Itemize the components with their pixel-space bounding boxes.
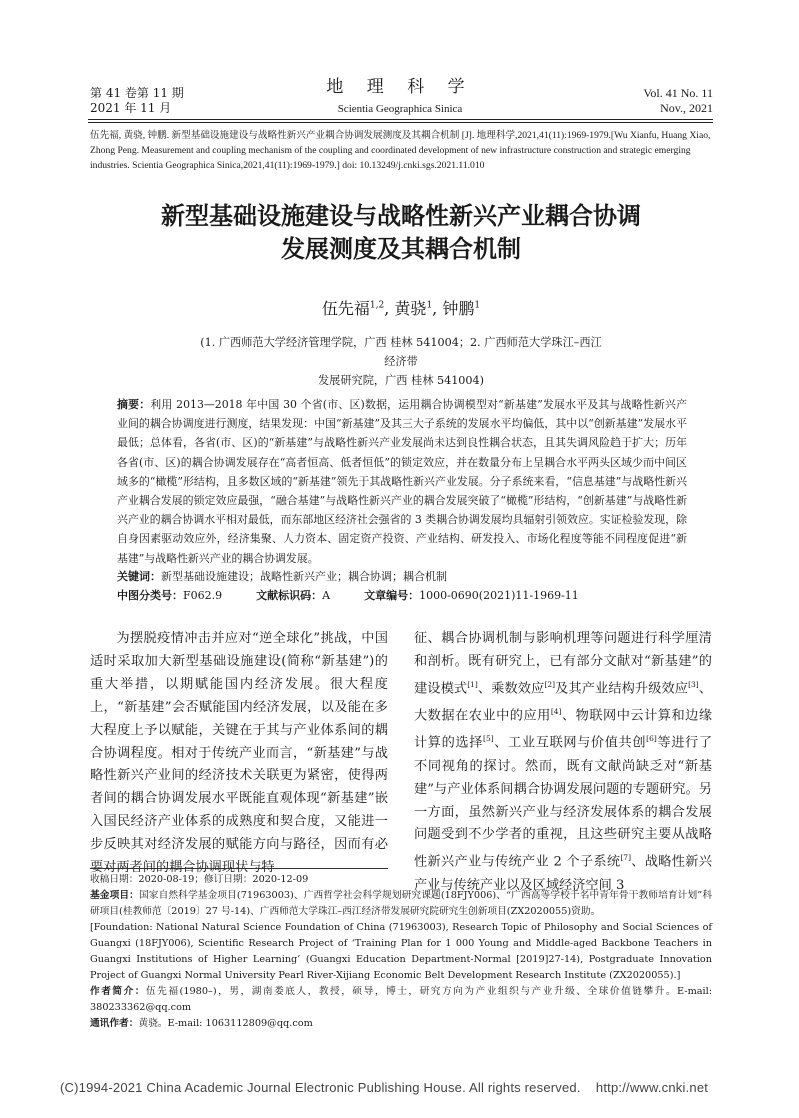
corresponding-label: 通讯作者：: [90, 1018, 139, 1029]
author-affil-sup: 1: [426, 300, 433, 311]
journal-name-en: Scientia Geographica Sinica: [337, 103, 463, 115]
keywords-text: 新型基础设施建设；战略性新兴产业；耦合协调；耦合机制: [161, 570, 447, 583]
reference-marker: [3]: [688, 679, 699, 689]
date-cn: 2021 年 11 月: [90, 101, 172, 115]
reference-marker: [2]: [544, 679, 556, 689]
header-rule-bottom: [88, 122, 713, 123]
article-number: 1000-0690(2021)11-1969-11: [419, 589, 579, 602]
citation-block: 伍先福, 黄骁, 钟鹏. 新型基础设施建设与战略性新兴产业耦合协调发展测度及其耦合机制 [J]. 地理科学,2021,41(11):1969-1979.[Wu Xianfu, Huang Xiao, Zhong Peng. Measurement and coupling mechanism of the coupling and coordinated development of new infrastructure construction and strategic emerging industries. Scientia Geographica Sinica,2021,41(11):1969-1979.] doi: 10.13249/j.cnki.sgs.2021.11.010: [90, 130, 711, 171]
body-column-right: [414, 628, 712, 898]
reference-marker: [6]: [646, 734, 657, 744]
journal-title: [300, 76, 500, 116]
author-name: 黄骁: [394, 299, 427, 318]
reference-marker: [7]: [620, 853, 631, 863]
funding-cn: 基金项目：国家自然科学基金项目(71963003)、广西哲学社会科学规划研究课题(18FJY006)、“广西高等学校千名中青年骨干教师培育计划”科研项目(桂教师范〔2019〕27 号-14)、广西师范大学珠江–西江经济带发展研究院研究生创新项目(ZX2020055)资助。: [90, 890, 713, 917]
header-rule-top: [88, 119, 713, 120]
author-list: 伍先福$^{1,2}$, 黄骁$^1$, 钟鹏$^1$: [321, 299, 481, 318]
author-affil-sup: 1: [474, 300, 481, 311]
reference-marker: [5]: [483, 734, 494, 744]
clc-label: 中图分类号：: [117, 589, 183, 602]
journal-name-cn: 地 理 科 学: [326, 77, 474, 97]
title-line-1: 新型基础设施建设与战略性新兴产业耦合协调: [161, 202, 641, 230]
paper-title: [90, 200, 712, 266]
keywords: [117, 568, 687, 586]
classification-line: [117, 587, 687, 605]
abstract: [117, 395, 687, 568]
volume-issue-cn: 第 41 卷第 11 期: [90, 86, 184, 100]
body-paragraph: 为摆脱疫情冲击并应对“逆全球化”挑战，中国适时采取加大新型基础设施建设(简称“新基建”)的重大举措，以期赋能国内经济发展。很大程度上，“新基建”会否赋能国内经济发展，以及能在多大程度上予以赋能，关键在于其与产业体系间的耦合协调程度。相对于传统产业而言，“新基建”与战略性新兴产业间的经济技术关联更为紧密，使得两者间的耦合协调发展水平既能直观体现“新基建”嵌入国民经济产业体系的成熟度和契合度，又能进一步反映其对经济发展的赋能方向与路径，因而有必要对两者间的耦合协调现状与特: [90, 631, 388, 876]
doc-code: A: [322, 589, 331, 602]
affiliation-line-1: (1. 广西师范大学经济管理学院，广西 桂林 541004；2. 广西师范大学珠江–西江经济带: [200, 336, 602, 368]
author-name: 钟鹏: [442, 299, 475, 318]
corresponding-author: 通讯作者：黄骁。E-mail: 1063112809@qq.com: [90, 1018, 313, 1029]
article-no-label: 文章编号：: [364, 589, 420, 602]
date-en: Nov., 2021: [660, 101, 713, 115]
funding-label: 基金项目：: [90, 890, 139, 901]
title-line-2: 发展测度及其耦合机制: [281, 235, 521, 263]
clc-number: F062.9: [183, 589, 223, 602]
volume-issue-en: Vol. 41 No. 11: [643, 86, 713, 100]
copyright-footer: (C)1994-2021 China Academic Journal Electronic Publishing House. All rights reserved. http://www.cnki.net: [60, 1080, 709, 1095]
doc-code-label: 文献标识码：: [256, 589, 323, 602]
abstract-label: 摘要：: [117, 398, 151, 411]
affiliation: [200, 333, 602, 390]
funding-en: [Foundation: National Natural Science Foundation of China (71963003), Research Topic of Philosophy and Social Sciences of Guangxi (18FJY006), Scientific Research Project of ‘Training Plan for 1 000 Young and Middle-aged Backbone Teachers in Guangxi Institutions of Higher Learning’ (Guangxi Education Department-Normal [2019]27-14), Postgraduate Innovation Project of Guangxi Normal University Pearl River-Xijiang Economic Belt Development Research Institute (ZX2020055).]: [90, 922, 712, 981]
abstract-text: 利用 2013—2018 年中国 30 个省(市、区)数据，运用耦合协调模型对“新基建”发展水平及其与战略性新兴产业间的耦合协调度进行测度，结果发现：中国“新基建”及其三大子系统的发展水平均偏低，其中以“创新基建”发展水平最低；总体看，各省(市、区)的“新基建”与战略性新兴产业发展尚未达到良性耦合状态，且其失调风险趋于扩大；历年各省(市、区)的耦合协调发展存在“高者恒高、低者恒低”的锁定效应，并在数量分布上呈耦合水平两头区域少而中间区域多的“橄榄”形结构，且多数区域的“新基建”领先于其战略性新兴产业发展。分子系统来看，“信息基建”与战略性新兴产业耦合发展的锁定效应最强，“融合基建”与战略性新兴产业的耦合发展突破了“橄榄”形结构，“创新基建”与战略性新兴产业的耦合协调水平相对最低，而东部地区经济社会强省的 3 类耦合协调发展均具辐射引领效应。实证检验发现，除自身因素驱动效应外，经济集聚、人力资本、固定资产投资、产业结构、研发投入、市场化程度等能不同程度促进“新基建”与战略性新兴产业的耦合协调发展。: [117, 398, 687, 565]
body-column-left: [90, 628, 388, 880]
footnotes: [90, 872, 712, 1032]
body-paragraph: 征、耦合协调机制与影响机理等问题进行科学厘清和剖析。既有研究上，已有部分文献对“新基建”的建设模式[1]、乘数效应[2]及其产业结构升级效应[3]、大数据在农业中的应用[4]、物联网中云计算和边缘计算的选择[5]、工业互联网与价值共创[6]等进行了不同视角的探讨。然而，既有文献尚缺乏对“新基建”与产业体系间耦合协调发展问题的专题研究。另一方面，虽然新兴产业与经济发展体系的耦合发展问题受到不少学者的重视，且这些研究主要从战略性新兴产业与传统产业 2 个子系统[7]、战略性新兴产业与传统产业以及区域经济空间 3: [414, 631, 713, 893]
journal-volume-en: [643, 86, 713, 116]
author-bio-label: 作者简介：: [90, 986, 146, 997]
keywords-label: 关键词：: [117, 570, 161, 583]
author-bio: 作者简介：伍先福(1980–)，男，湖南娄底人，教授，硕导，博士，研究方向为产业组织与产业升级、全球价值链攀升。E-mail: 380233362@qq.com: [90, 986, 712, 1013]
received-dates: 收稿日期：2020-08-19；修订日期：2020-12-09: [90, 874, 309, 885]
author-affil-sup: 1,2: [369, 300, 385, 311]
reference-marker: [1]: [467, 679, 478, 689]
author-name: 伍先福: [321, 299, 370, 318]
reference-marker: [4]: [550, 707, 562, 717]
journal-volume-cn: [90, 86, 184, 116]
footnote-rule: [90, 868, 388, 869]
affiliation-line-2: 发展研究院，广西 桂林 541004): [317, 374, 485, 387]
